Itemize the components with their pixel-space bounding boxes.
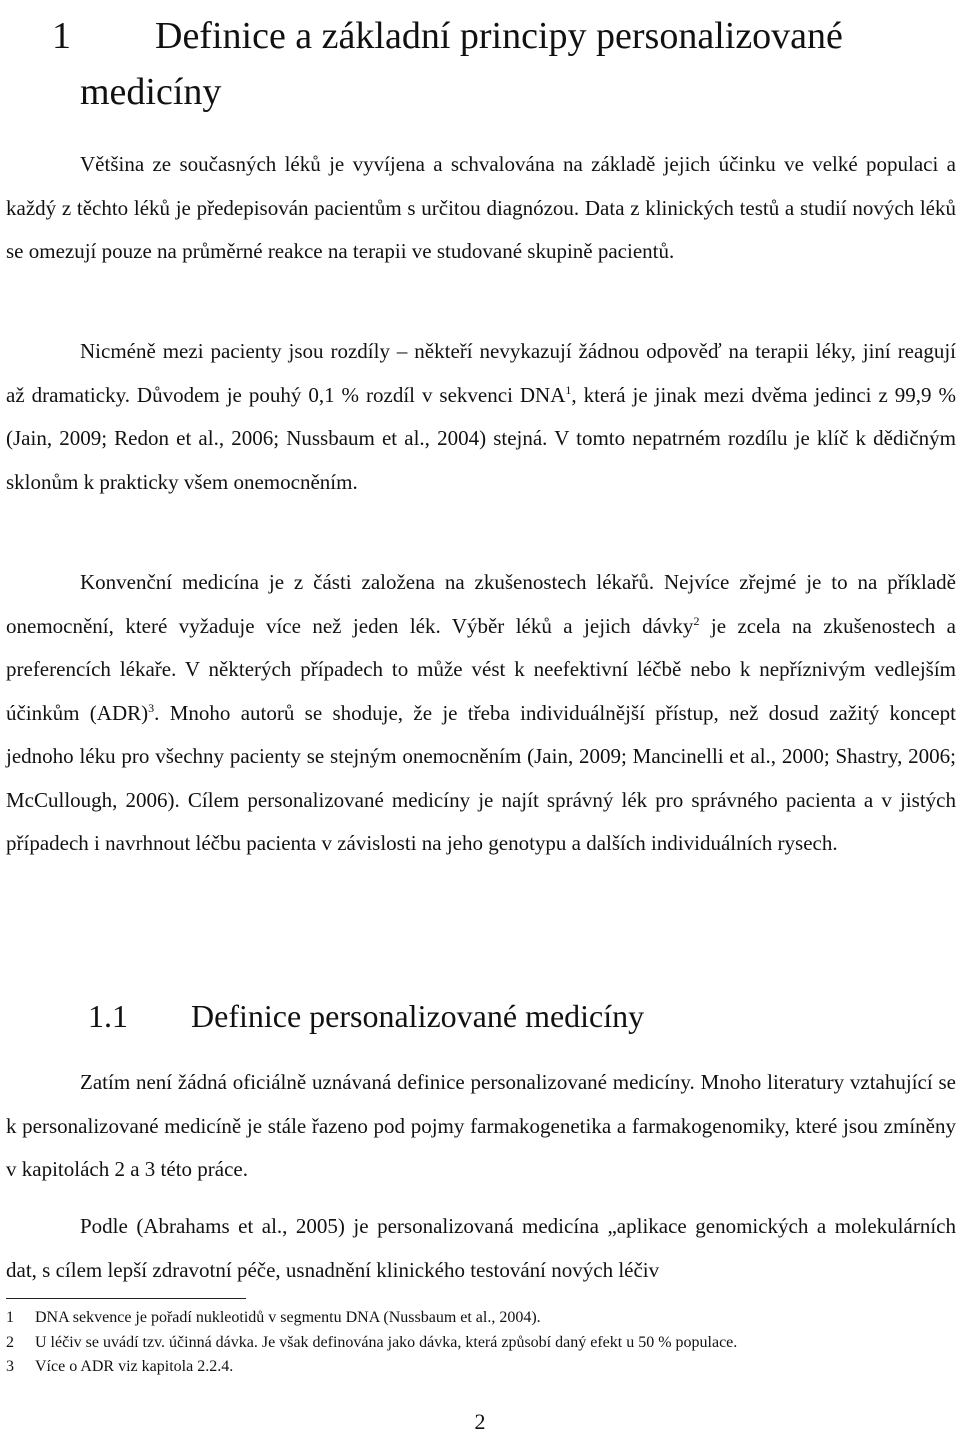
footnote-text: U léčiv se uvádí tzv. účinná dávka. Je však definována jako dávka, která způsobí daný efekt u 50 % populace. <box>35 1334 738 1351</box>
paragraph-text: Většina ze současných léků je vyvíjena a schvalována na základě jejich účinku ve velké populaci a každý z těchto léků je předepisován pacientům s určitou diagnózou. Data z klinických testů a studií nových léků se omezují pouze na průměrné reakce na terapii ve studované skupině pacientů. <box>6 152 956 263</box>
paragraph-text: Zatím není žádná oficiálně uznávaná definice personalizované medicíny. Mnoho literatury vztahující se k personalizované medicíně je stále řazeno pod pojmy farmakogenetika a farmakogenomiky, které jsou zmíněny v kapitolách 2 a 3 této práce. <box>6 1070 956 1181</box>
footnote-reference: 3 <box>148 700 155 715</box>
paragraph <box>6 1205 956 1292</box>
paragraph-text: , která je jinak mezi dvěma jedinci z 99,9 % (Jain, 2009; Redon et al., 2006; Nussbaum et al., 2004) stejná. V tomto nepatrném rozdílu je klíč k dědičným sklonům k prakticky všem onemocněním. <box>6 382 956 494</box>
chapter-title-line-1: Definice a základní principy personalizované <box>155 15 843 57</box>
footnote-number: 3 <box>6 1358 14 1375</box>
paragraph <box>6 1061 956 1192</box>
paragraph <box>6 143 956 274</box>
paragraph <box>6 330 956 504</box>
footnote-number: 1 <box>6 1309 14 1326</box>
footnote-number: 2 <box>6 1334 14 1351</box>
chapter-title-line-2: medicíny <box>80 71 222 113</box>
paragraph-text: Konvenční medicína je z části založena na zkušenostech lékařů. Nejvíce zřejmé je to na příkladě onemocnění, které vyžaduje více než jeden lék. Výběr léků a jejich dávky <box>6 570 956 638</box>
footnote-reference: 2 <box>693 613 700 628</box>
footnote-text: Více o ADR viz kapitola 2.2.4. <box>35 1358 234 1375</box>
section-title: Definice personalizované medicíny <box>191 998 645 1034</box>
paragraph-text: . Mnoho autorů se shoduje, že je třeba individuálnější přístup, než dosud zažitý koncept jednoho léku pro všechny pacienty se stejným onemocněním (Jain, 2009; Mancinelli et al., 2000; Shastry, 2006; McCullough, 2006). Cílem personalizované medicíny je najít správný lék pro správného pacienta a v jistých případech i navrhnout léčbu pacienta v závislosti na jeho genotypu a dalších individuálních rysech. <box>6 700 956 855</box>
paragraph-text: je zcela na zkušenostech a preferencích lékaře. V některých případech to může vést k neefektivní léčbě nebo k nepříznivým vedlejším účinkům (ADR) <box>6 613 956 725</box>
section-number: 1.1 <box>88 998 128 1034</box>
paragraph <box>6 561 956 866</box>
footnote-text: DNA sekvence je pořadí nukleotidů v segmentu DNA (Nussbaum et al., 2004). <box>35 1309 541 1326</box>
footnote-separator <box>6 1298 246 1299</box>
paragraph-text: Podle (Abrahams et al., 2005) je personalizovaná medicína „aplikace genomických a molekulárních dat, s cílem lepší zdravotní péče, usnadnění klinického testování nových léčiv <box>6 1214 956 1282</box>
paragraph-text: Nicméně mezi pacienty jsou rozdíly – někteří nevykazují žádnou odpověď na terapii léky, jiní reagují až dramaticky. Důvodem je pouhý 0,1 % rozdíl v sekvenci DNA <box>6 339 956 407</box>
page-number: 2 <box>474 1409 486 1434</box>
footnote-reference: 1 <box>565 382 572 397</box>
chapter-number: 1 <box>52 15 71 57</box>
